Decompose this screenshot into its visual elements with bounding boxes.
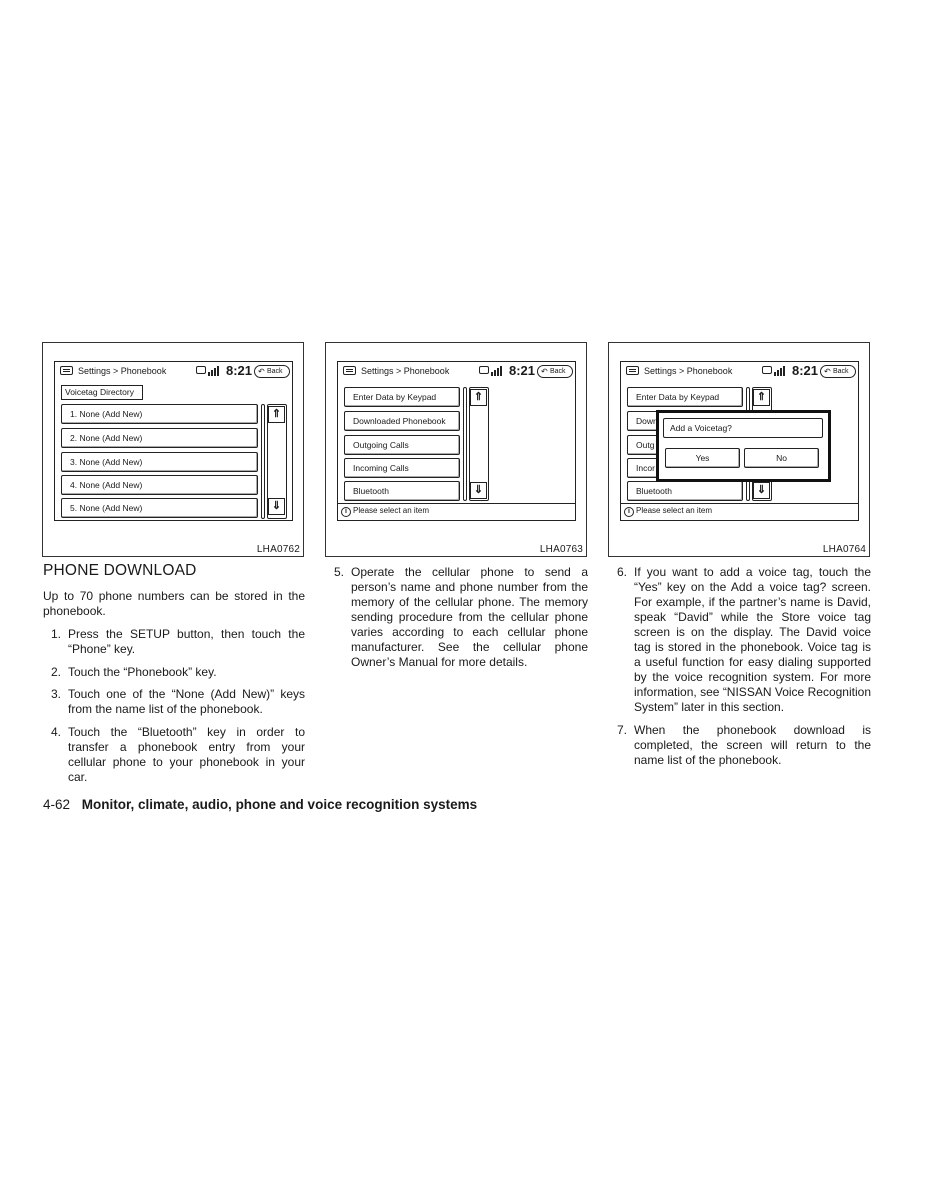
scrollbar-track[interactable] (261, 404, 265, 519)
page-footer (43, 797, 477, 812)
outgoing-calls-key[interactable]: Outgoing Calls (344, 435, 460, 455)
downloaded-phonebook-key[interactable]: Downloaded Phonebook (344, 411, 460, 431)
step-4 (51, 725, 305, 785)
intro-paragraph: Up to 70 phone numbers can be stored in the phonebook. (43, 589, 305, 618)
back-arrow-icon: ↶ (541, 367, 548, 376)
step-5 (334, 565, 588, 670)
step-text: Press the SETUP button, then touch the “Phone” key. (68, 627, 305, 656)
scroll-up-icon[interactable]: ⇑ (470, 389, 487, 406)
back-arrow-icon: ↶ (258, 367, 265, 376)
screen-header (338, 362, 575, 382)
scrollbar-track[interactable] (463, 387, 467, 501)
clock: 8:21 (226, 363, 253, 378)
step-text: Operate the cellular phone to send a person’s name and phone number from the memory of the cellular phone. The memory sending procedure from the cellular phone varies according to each cellular phone manufacturer. See the cellular phone Owner’s Manual for more details. (351, 565, 588, 669)
page-number: 4-62 (43, 797, 71, 812)
back-button[interactable] (820, 365, 856, 378)
phone-icon (196, 366, 206, 374)
step-text: Touch the “Bluetooth” key in order to transfer a phonebook entry from your cellular phone to your phonebook in your car. (68, 725, 305, 784)
info-icon: i (624, 507, 634, 517)
breadcrumb: Settings > Phonebook (644, 366, 733, 376)
step-number: 4. (51, 725, 62, 739)
screen-header (621, 362, 858, 382)
chapter-title: Monitor, climate, audio, phone and voice recognition systems (81, 797, 478, 812)
voicetag-directory-label: Voicetag Directory (61, 385, 143, 400)
step-number: 7. (617, 723, 628, 737)
breadcrumb: Settings > Phonebook (361, 366, 450, 376)
step-7 (617, 723, 871, 768)
figure-id: LHA0763 (539, 544, 583, 555)
name-key-4[interactable]: 4. None (Add New) (61, 475, 258, 495)
back-arrow-icon: ↶ (824, 367, 831, 376)
menu-icon[interactable] (60, 366, 73, 375)
step-number: 3. (51, 687, 62, 701)
yes-button[interactable]: Yes (665, 448, 740, 468)
info-icon: i (341, 507, 351, 517)
figure-id: LHA0764 (822, 544, 866, 555)
back-button[interactable] (537, 365, 573, 378)
display-screen (620, 361, 859, 521)
scroll-down-icon[interactable]: ⇓ (753, 482, 770, 499)
step-2 (51, 665, 305, 680)
clock: 8:21 (509, 363, 536, 378)
scroll-down-icon[interactable]: ⇓ (470, 482, 487, 499)
signal-icon (208, 365, 222, 376)
back-button[interactable] (254, 365, 290, 378)
figure-voicetag-directory (42, 342, 304, 557)
status-text: Please select an item (353, 506, 430, 515)
signal-icon (774, 365, 788, 376)
bluetooth-key[interactable]: Bluetooth (627, 481, 743, 501)
figure-phonebook-menu (325, 342, 587, 557)
step-number: 2. (51, 665, 62, 679)
status-text: Please select an item (636, 506, 713, 515)
signal-icon (491, 365, 505, 376)
back-label: Back (550, 368, 566, 375)
name-key-2[interactable]: 2. None (Add New) (61, 428, 258, 448)
dialog-question: Add a Voicetag? (663, 418, 823, 438)
downloaded-phonebook-key[interactable]: Dowr (627, 411, 743, 431)
no-button[interactable]: No (744, 448, 819, 468)
status-bar (338, 503, 575, 520)
display-screen (54, 361, 293, 521)
bluetooth-key[interactable]: Bluetooth (344, 481, 460, 501)
scroll-up-icon[interactable]: ⇑ (753, 389, 770, 406)
step-number: 6. (617, 565, 628, 579)
figure-id: LHA0762 (256, 544, 300, 555)
menu-icon[interactable] (343, 366, 356, 375)
display-screen (337, 361, 576, 521)
scroll-down-icon[interactable]: ⇓ (268, 498, 285, 515)
scroll-up-icon[interactable]: ⇑ (268, 406, 285, 423)
step-number: 5. (334, 565, 345, 579)
breadcrumb: Settings > Phonebook (78, 366, 167, 376)
name-key-1[interactable]: 1. None (Add New) (61, 404, 258, 424)
name-key-3[interactable]: 3. None (Add New) (61, 452, 258, 472)
step-1 (51, 627, 305, 657)
outgoing-calls-key[interactable]: Outg (627, 435, 743, 455)
screen-header (55, 362, 292, 382)
step-6 (617, 565, 871, 715)
back-label: Back (267, 368, 283, 375)
section-title: PHONE DOWNLOAD (43, 562, 197, 579)
step-number: 1. (51, 627, 62, 641)
enter-data-by-keypad-key[interactable]: Enter Data by Keypad (627, 387, 743, 407)
step-text: Touch one of the “None (Add New)” keys from the name list of the phonebook. (68, 687, 305, 716)
name-key-5[interactable]: 5. None (Add New) (61, 498, 258, 518)
step-text: If you want to add a voice tag, touch the “Yes” key on the Add a voice tag? screen. For example, if the partner’s name is David, speak “David” while the Store voice tag screen is on the display. The David voice tag is stored in the phonebook. Voice tag is a useful function for easy dialing supported by the voice recognition system. For more information, see “NISSAN Voice Recognition System” later in this section. (634, 565, 871, 714)
figure-add-voicetag (608, 342, 870, 557)
enter-data-by-keypad-key[interactable]: Enter Data by Keypad (344, 387, 460, 407)
menu-icon[interactable] (626, 366, 639, 375)
incoming-calls-key[interactable]: Incoming Calls (344, 458, 460, 478)
phone-icon (762, 366, 772, 374)
step-text: When the phonebook download is completed, the screen will return to the name list of the phonebook. (634, 723, 871, 767)
incoming-calls-key[interactable]: Incor (627, 458, 743, 478)
back-label: Back (833, 368, 849, 375)
step-text: Touch the “Phonebook” key. (68, 665, 217, 679)
status-bar (621, 503, 858, 520)
step-3 (51, 687, 305, 717)
phone-icon (479, 366, 489, 374)
add-voicetag-dialog (656, 410, 831, 482)
clock: 8:21 (792, 363, 819, 378)
